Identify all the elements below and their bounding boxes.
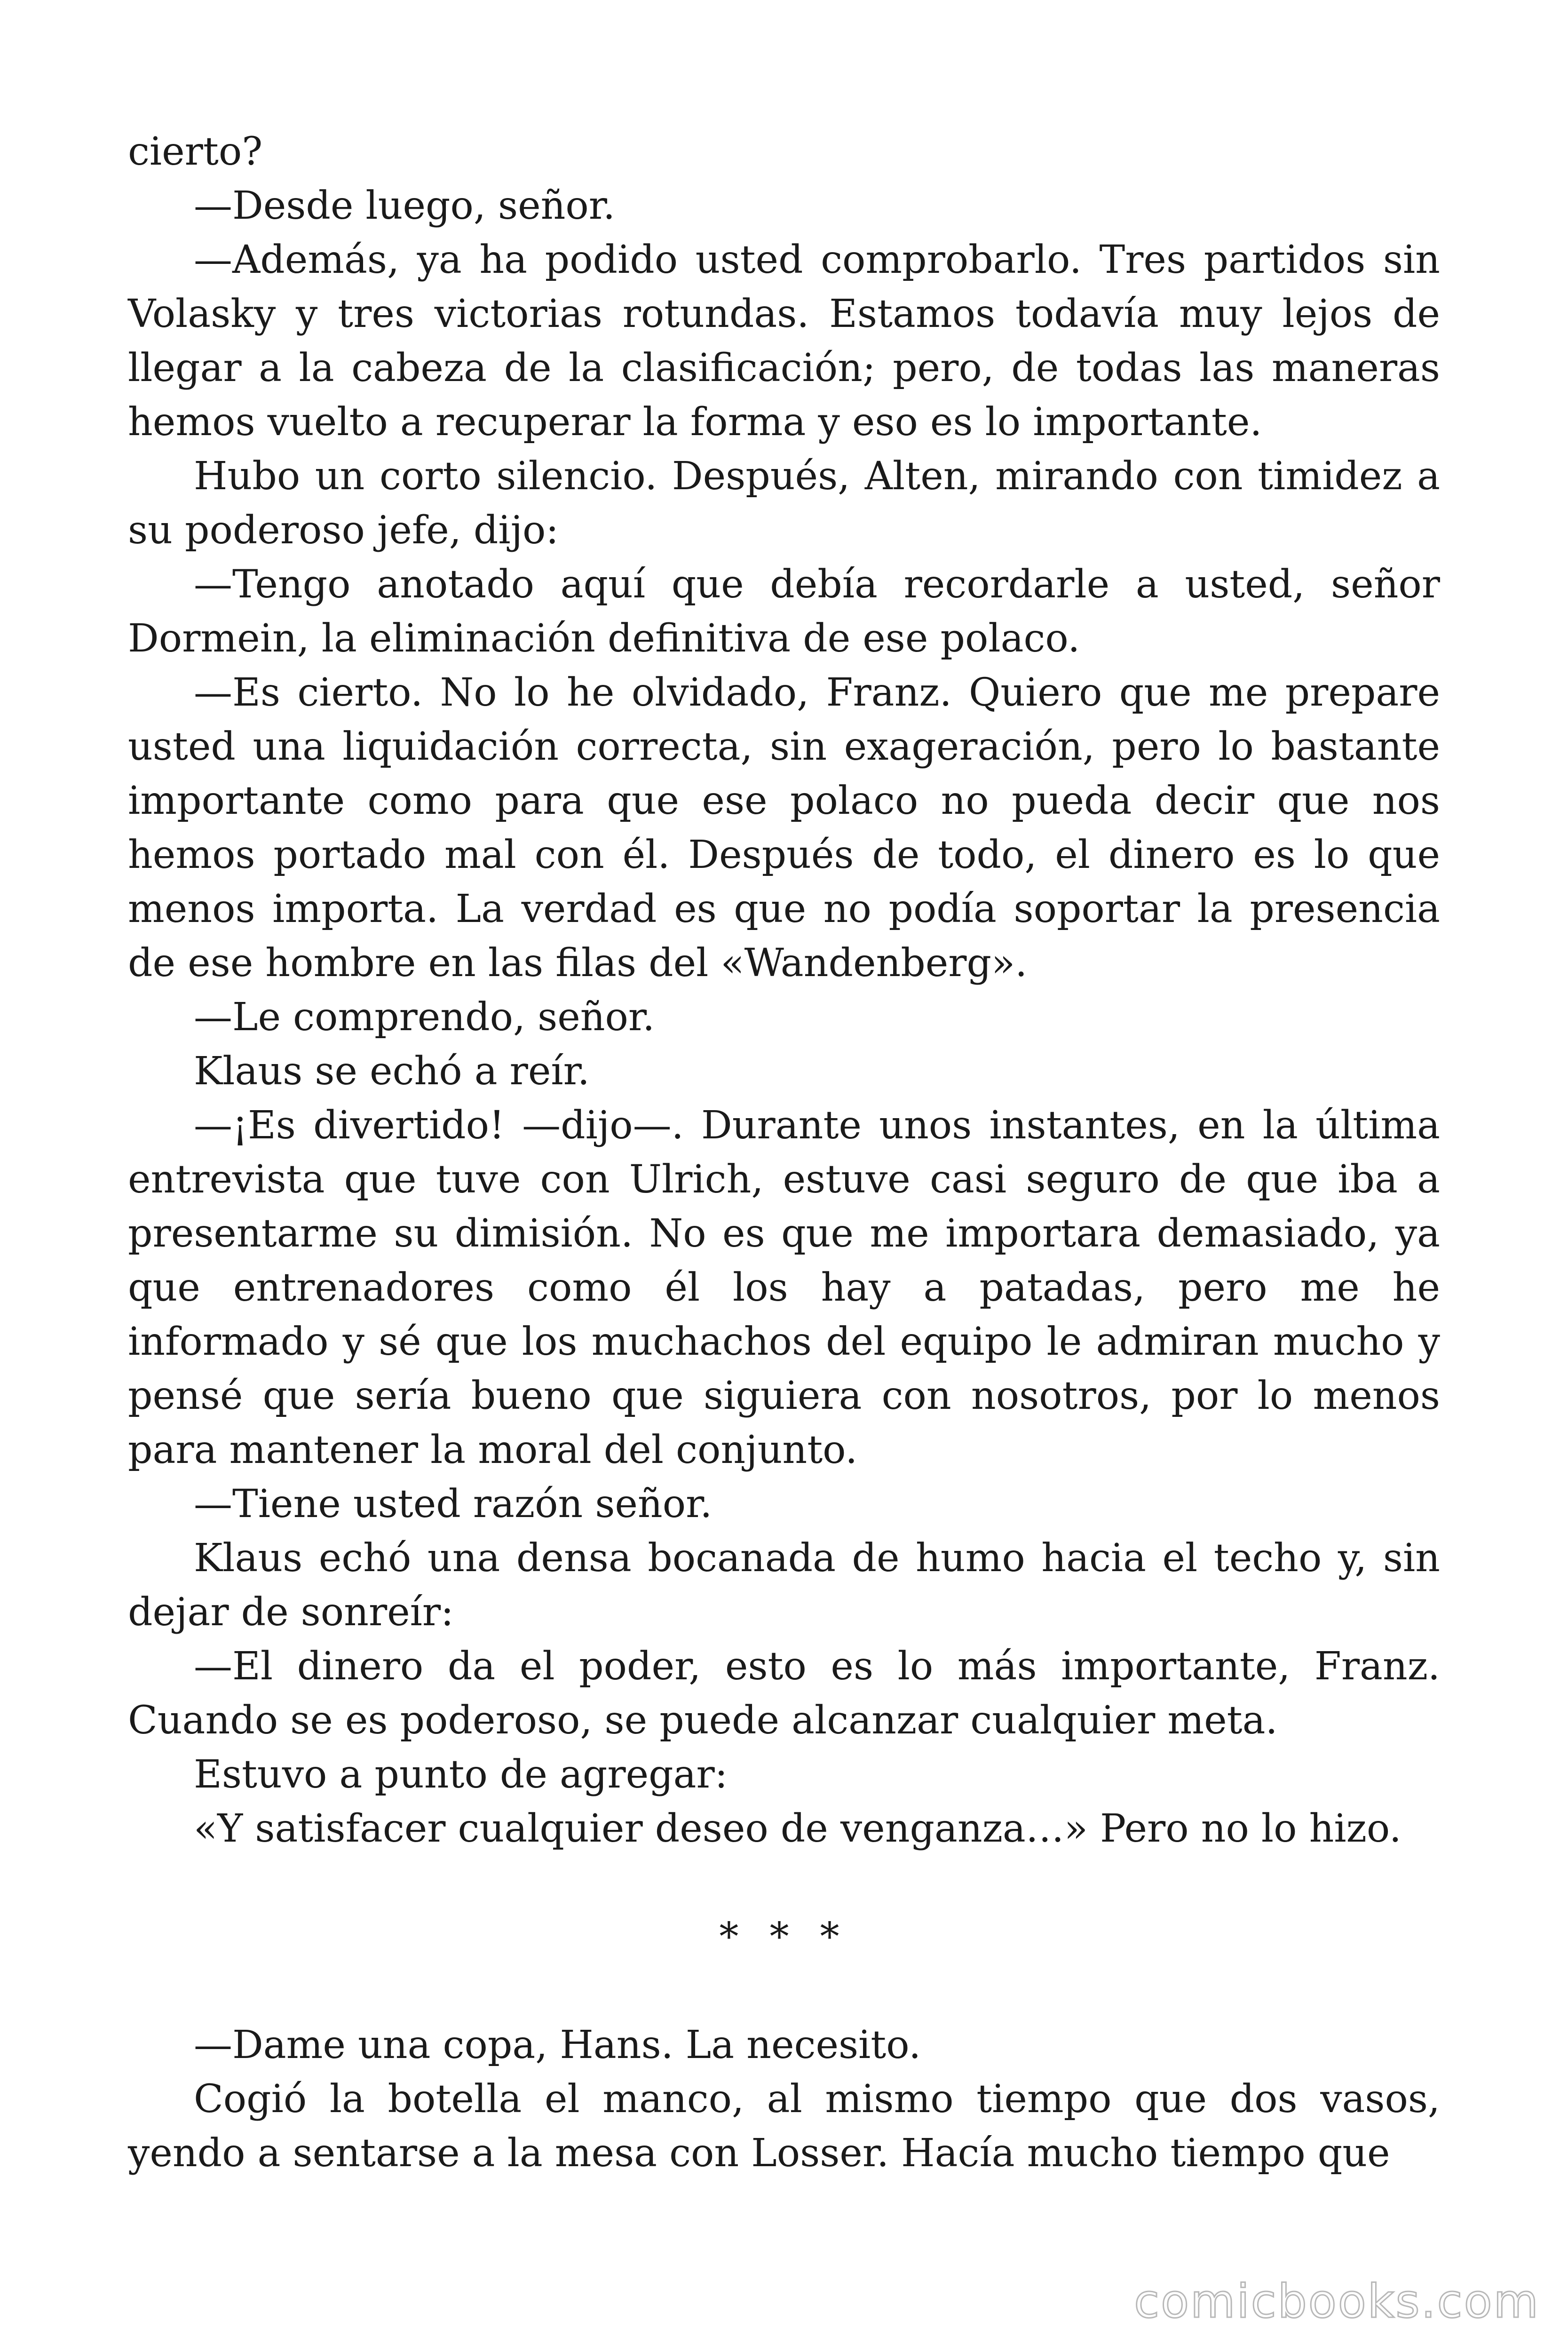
paragraph: —Además, ya ha podido usted comprobarlo. Tres partidos sin Volasky y tres victorias rotundas. Estamos todavía muy lejos de llegar a la cabeza de la clasificación; pero, de todas las maneras hemos vuelto a recuperar la forma y eso es lo importante. bbox=[128, 238, 1440, 445]
paragraph: —Tiene usted razón señor. bbox=[194, 1482, 713, 1526]
paragraph: —¡Es divertido! —dijo—. Durante unos instantes, en la última entrevista que tuve con Ulrich, estuve casi seguro de que iba a presentarme su dimisión. No es que me importara demasiado, ya que entrenadores como él los hay a patadas, pero me he informado y sé que los muchachos del equipo le admiran mucho y pensé que sería bueno que siguiera con nosotros, por lo menos para mantener la moral del conjunto. bbox=[128, 1103, 1440, 1472]
paragraph: —Dame una copa, Hans. La necesito. bbox=[194, 2023, 921, 2067]
paragraph: Hubo un corto silencio. Después, Alten, mirando con timidez a su poderoso jefe, dijo: bbox=[128, 454, 1440, 553]
watermark-text: comicbooks.com bbox=[1134, 2275, 1540, 2328]
paragraph: —Desde luego, señor. bbox=[194, 183, 616, 228]
section-separator: * * * bbox=[719, 1915, 849, 1959]
paragraph: —Es cierto. No lo he olvidado, Franz. Quiero que me prepare usted una liquidación correcta, sin exageración, pero lo bastante importante como para que ese polaco no pueda decir que nos hemos portado mal con él. Después de todo, el dinero es lo que menos importa. La verdad es que no podía soportar la presencia de ese hombre en las filas del «Wandenberg». bbox=[128, 670, 1440, 985]
page-text bbox=[128, 125, 1440, 2180]
paragraph: cierto? bbox=[128, 129, 263, 174]
paragraph: Klaus se echó a reír. bbox=[194, 1049, 590, 1094]
paragraph: —Le comprendo, señor. bbox=[194, 995, 655, 1040]
paragraph: Cogió la botella el manco, al mismo tiempo que dos vasos, yendo a sentarse a la mesa con Losser. Hacía mucho tiempo que bbox=[128, 2077, 1440, 2176]
paragraph: —El dinero da el poder, esto es lo más importante, Franz. Cuando se es poderoso, se puede alcanzar cualquier meta. bbox=[128, 1644, 1440, 1743]
paragraph: «Y satisfacer cualquier deseo de venganza…» Pero no lo hizo. bbox=[194, 1806, 1402, 1851]
paragraph: Estuvo a punto de agregar: bbox=[194, 1752, 728, 1797]
paragraph: Klaus echó una densa bocanada de humo hacia el techo y, sin dejar de sonreír: bbox=[128, 1536, 1440, 1635]
paragraph: —Tengo anotado aquí que debía recordarle a usted, señor Dormein, la eliminación definitiva de ese polaco. bbox=[128, 562, 1440, 661]
